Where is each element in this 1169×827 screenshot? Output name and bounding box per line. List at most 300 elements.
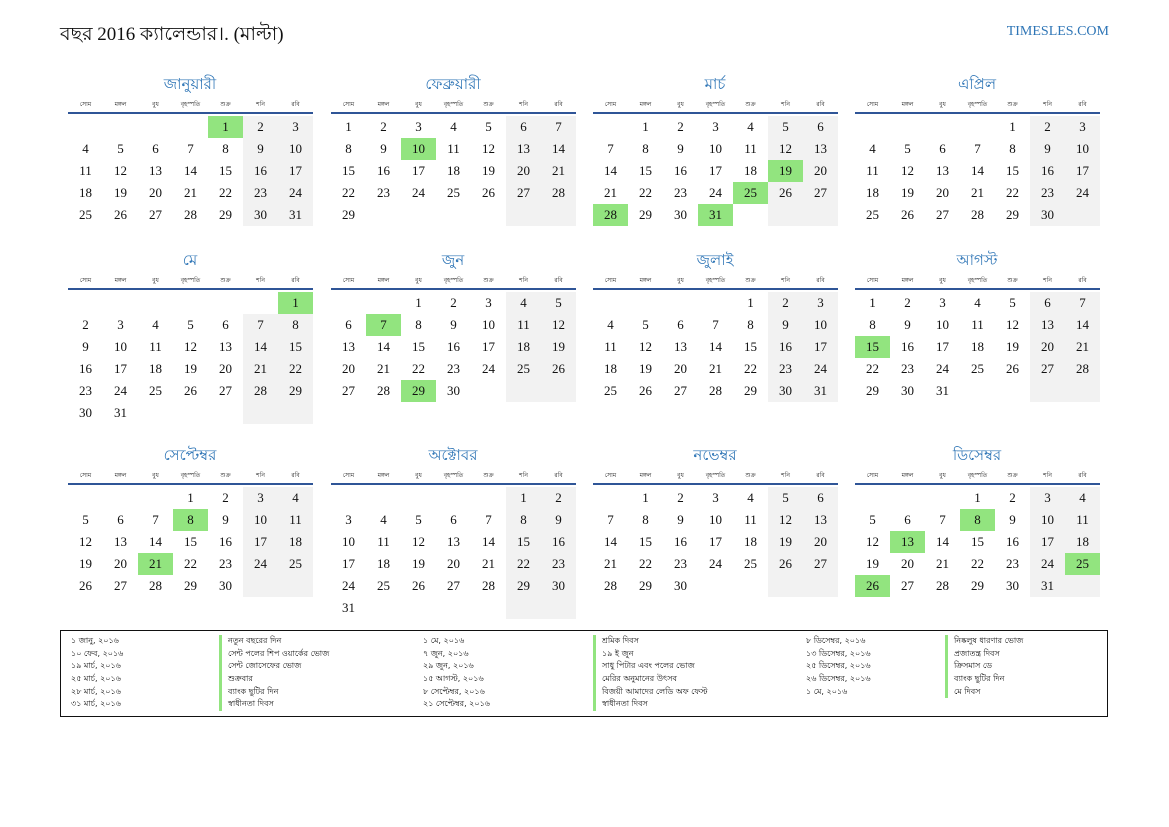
- weekday-label: রবি: [1078, 471, 1087, 479]
- day-cell: 26: [79, 578, 92, 593]
- empty-day-cell: [208, 292, 243, 314]
- day-cell: 25: [1065, 553, 1100, 575]
- day-cell: 26: [184, 383, 197, 398]
- weekday-label: শনি: [256, 471, 265, 479]
- weekday-label: রবি: [554, 276, 563, 284]
- day-cell: 24: [114, 383, 127, 398]
- weekday-label: মঙ্গল: [114, 471, 127, 479]
- weekday-label: সোম: [342, 100, 355, 108]
- day-cell: 22: [639, 185, 652, 200]
- weekday-label: রবি: [554, 471, 563, 479]
- day-cell: 15: [1006, 163, 1019, 178]
- weekday-label: বৃহস্পতি: [443, 276, 464, 284]
- day-cell: 26: [855, 575, 890, 597]
- day-cell: 31: [1030, 575, 1065, 597]
- day-cell: 20: [1030, 336, 1065, 358]
- weekday-label: মঙ্গল: [377, 276, 390, 284]
- day-cell: 1: [1009, 119, 1016, 134]
- day-cell: 9: [768, 314, 803, 336]
- day-cell: 13: [1030, 314, 1065, 336]
- day-cell: 11: [1065, 509, 1100, 531]
- day-cell: 29: [219, 207, 232, 222]
- month-calendar: [330, 250, 576, 402]
- day-cell: 19: [482, 163, 495, 178]
- day-cell: 23: [1030, 182, 1065, 204]
- empty-day-cell: [925, 487, 960, 509]
- weekday-label: সোম: [604, 100, 617, 108]
- weekday-label: শুক্র: [483, 100, 494, 108]
- weekday-label: শনি: [519, 100, 528, 108]
- day-cell: 15: [744, 339, 757, 354]
- day-cell: 4: [380, 512, 387, 527]
- day-cell: 8: [506, 509, 541, 531]
- weekday-label: শনি: [1043, 100, 1052, 108]
- empty-day-cell: [506, 380, 541, 402]
- holiday-name: নতুন বছরের দিন: [219, 635, 329, 648]
- day-cell: 14: [377, 339, 390, 354]
- empty-day-cell: [366, 204, 401, 226]
- day-cell: 26: [1006, 361, 1019, 376]
- day-cell: 9: [1009, 512, 1016, 527]
- day-cell: 9: [1030, 138, 1065, 160]
- day-cell: 14: [1065, 314, 1100, 336]
- day-cell: 5: [1009, 295, 1016, 310]
- weekday-label: শুক্র: [220, 100, 231, 108]
- empty-day-cell: [855, 116, 890, 138]
- day-cell: 21: [243, 358, 278, 380]
- day-cell: 21: [604, 185, 617, 200]
- month-title: আগস্ট: [956, 253, 998, 269]
- day-cell: 3: [712, 490, 719, 505]
- weekday-label: রবি: [1078, 100, 1087, 108]
- holiday-date: ২৫ মার্চ, ২০১৬: [71, 674, 121, 684]
- day-cell: 21: [377, 361, 390, 376]
- day-cell: 8: [869, 317, 876, 332]
- day-cell: 8: [960, 509, 995, 531]
- day-cell: 18: [971, 339, 984, 354]
- day-cell: 24: [342, 578, 355, 593]
- day-cell: 2: [541, 487, 576, 509]
- day-cell: 28: [604, 578, 617, 593]
- day-cell: 17: [482, 339, 495, 354]
- empty-day-cell: [436, 204, 471, 226]
- day-cell: 5: [642, 317, 649, 332]
- weekday-header: [68, 272, 313, 290]
- weekday-label: মঙ্গল: [377, 100, 390, 108]
- month-days: [68, 116, 313, 226]
- day-cell: 2: [1030, 116, 1065, 138]
- day-cell: 5: [541, 292, 576, 314]
- month-calendar: [854, 74, 1100, 226]
- day-cell: 22: [971, 556, 984, 571]
- day-cell: 22: [744, 361, 757, 376]
- day-cell: 12: [184, 339, 197, 354]
- day-cell: 5: [768, 487, 803, 509]
- day-cell: 27: [901, 578, 914, 593]
- day-cell: 12: [79, 534, 92, 549]
- day-cell: 7: [187, 141, 194, 156]
- empty-day-cell: [401, 204, 436, 226]
- day-cell: 16: [1006, 534, 1019, 549]
- day-cell: 20: [447, 556, 460, 571]
- day-cell: 26: [114, 207, 127, 222]
- month-title: মে: [182, 253, 198, 269]
- day-cell: 30: [541, 575, 576, 597]
- weekday-label: শনি: [781, 276, 790, 284]
- day-cell: 1: [869, 295, 876, 310]
- day-cell: 25: [971, 361, 984, 376]
- day-cell: 16: [901, 339, 914, 354]
- day-cell: 20: [506, 160, 541, 182]
- day-cell: 10: [482, 317, 495, 332]
- day-cell: 25: [377, 578, 390, 593]
- day-cell: 27: [219, 383, 232, 398]
- day-cell: 2: [677, 119, 684, 134]
- day-cell: 6: [803, 487, 838, 509]
- month-days: [331, 487, 576, 619]
- empty-day-cell: [506, 204, 541, 226]
- day-cell: 19: [866, 556, 879, 571]
- day-cell: 30: [219, 578, 232, 593]
- day-cell: 23: [541, 553, 576, 575]
- day-cell: 10: [342, 534, 355, 549]
- day-cell: 9: [380, 141, 387, 156]
- holiday-name: শ্রমিক দিবস: [593, 635, 708, 648]
- day-cell: 11: [149, 339, 162, 354]
- day-cell: 10: [709, 141, 722, 156]
- day-cell: 5: [82, 512, 89, 527]
- day-cell: 29: [401, 380, 436, 402]
- weekday-label: মঙ্গল: [901, 100, 914, 108]
- month-title: ডিসেম্বর: [952, 448, 1002, 464]
- weekday-label: রবি: [1078, 276, 1087, 284]
- day-cell: 25: [149, 383, 162, 398]
- holiday-date: ৮ ডিসেম্বর, ২০১৬: [806, 636, 866, 645]
- weekday-label: শুক্র: [745, 471, 756, 479]
- day-cell: 8: [415, 317, 422, 332]
- day-cell: 6: [939, 141, 946, 156]
- holiday-dates-col-3: [806, 635, 871, 698]
- day-cell: 22: [866, 361, 879, 376]
- month-title: নভেম্বর: [693, 448, 737, 464]
- day-cell: 13: [803, 138, 838, 160]
- day-cell: 12: [768, 509, 803, 531]
- day-cell: 3: [117, 317, 124, 332]
- month-days: [855, 292, 1100, 402]
- day-cell: 9: [677, 141, 684, 156]
- holiday-name: সাধু পিটার এবং পলের ভোজ: [593, 660, 708, 673]
- day-cell: 17: [709, 163, 722, 178]
- day-cell: 9: [82, 339, 89, 354]
- day-cell: 7: [1065, 292, 1100, 314]
- day-cell: 6: [117, 512, 124, 527]
- day-cell: 10: [278, 138, 313, 160]
- day-cell: 30: [674, 207, 687, 222]
- day-cell: 27: [506, 182, 541, 204]
- day-cell: 28: [971, 207, 984, 222]
- day-cell: 28: [1065, 358, 1100, 380]
- day-cell: 3: [939, 295, 946, 310]
- day-cell: 22: [342, 185, 355, 200]
- weekday-label: মঙ্গল: [114, 100, 127, 108]
- day-cell: 18: [866, 185, 879, 200]
- day-cell: 20: [674, 361, 687, 376]
- day-cell: 18: [79, 185, 92, 200]
- day-cell: 2: [450, 295, 457, 310]
- day-cell: 31: [342, 600, 355, 615]
- day-cell: 17: [1030, 531, 1065, 553]
- day-cell: 24: [482, 361, 495, 376]
- day-cell: 22: [1006, 185, 1019, 200]
- month-days: [593, 487, 838, 597]
- day-cell: 3: [1065, 116, 1100, 138]
- weekday-label: শনি: [1043, 276, 1052, 284]
- day-cell: 17: [803, 336, 838, 358]
- day-cell: 30: [447, 383, 460, 398]
- empty-day-cell: [925, 116, 960, 138]
- day-cell: 30: [79, 405, 92, 420]
- empty-day-cell: [103, 487, 138, 509]
- day-cell: 26: [639, 383, 652, 398]
- day-cell: 27: [803, 553, 838, 575]
- day-cell: 10: [1030, 509, 1065, 531]
- empty-day-cell: [1065, 380, 1100, 402]
- day-cell: 24: [709, 556, 722, 571]
- weekday-label: মঙ্গল: [639, 471, 652, 479]
- day-cell: 21: [184, 185, 197, 200]
- day-cell: 28: [377, 383, 390, 398]
- month-days: [331, 116, 576, 226]
- empty-day-cell: [436, 597, 471, 619]
- holiday-date: ১৩ ডিসেম্বর, ২০১৬: [806, 648, 871, 658]
- month-calendar: [854, 250, 1100, 402]
- day-cell: 24: [243, 553, 278, 575]
- weekday-label: সোম: [866, 100, 879, 108]
- holiday-date: ৮ সেপ্টেম্বর, ২০১৬: [423, 686, 485, 696]
- day-cell: 18: [506, 336, 541, 358]
- weekday-label: শুক্র: [483, 471, 494, 479]
- day-cell: 10: [803, 314, 838, 336]
- empty-day-cell: [593, 116, 628, 138]
- day-cell: 30: [1030, 204, 1065, 226]
- day-cell: 16: [243, 160, 278, 182]
- day-cell: 1: [208, 116, 243, 138]
- empty-day-cell: [278, 402, 313, 424]
- day-cell: 8: [173, 509, 208, 531]
- day-cell: 22: [639, 556, 652, 571]
- day-cell: 19: [901, 185, 914, 200]
- day-cell: 1: [506, 487, 541, 509]
- day-cell: 19: [184, 361, 197, 376]
- day-cell: 18: [604, 361, 617, 376]
- month-days: [331, 292, 576, 402]
- day-cell: 9: [243, 138, 278, 160]
- holiday-name: সেন্ট জোসেফের ভোজ: [219, 660, 329, 673]
- weekday-label: বুধ: [152, 471, 159, 479]
- holiday-date: ১ মে, ২০১৬: [423, 636, 465, 645]
- weekday-label: বুধ: [677, 276, 684, 284]
- day-cell: 30: [901, 383, 914, 398]
- empty-day-cell: [471, 487, 506, 509]
- empty-day-cell: [890, 487, 925, 509]
- day-cell: 13: [149, 163, 162, 178]
- holiday-name: শুক্রবার: [219, 673, 329, 686]
- month-days: [593, 116, 838, 226]
- day-cell: 11: [506, 314, 541, 336]
- month-calendar: [854, 445, 1100, 597]
- month-days: [855, 487, 1100, 597]
- day-cell: 6: [904, 512, 911, 527]
- day-cell: 12: [1006, 317, 1019, 332]
- day-cell: 14: [541, 138, 576, 160]
- day-cell: 6: [506, 116, 541, 138]
- day-cell: 29: [184, 578, 197, 593]
- month-calendar: [67, 250, 313, 424]
- weekday-label: শুক্র: [220, 471, 231, 479]
- empty-day-cell: [506, 597, 541, 619]
- month-days: [68, 292, 313, 424]
- empty-day-cell: [1065, 204, 1100, 226]
- month-days: [855, 116, 1100, 226]
- day-cell: 29: [278, 380, 313, 402]
- weekday-label: শুক্র: [1007, 100, 1018, 108]
- day-cell: 16: [768, 336, 803, 358]
- holiday-dates-col-1: [71, 635, 123, 711]
- day-cell: 25: [744, 556, 757, 571]
- holiday-names-col-2: [593, 635, 708, 711]
- day-cell: 17: [709, 534, 722, 549]
- day-cell: 26: [768, 182, 803, 204]
- weekday-label: বুধ: [415, 100, 422, 108]
- empty-day-cell: [541, 380, 576, 402]
- empty-day-cell: [1030, 380, 1065, 402]
- day-cell: 13: [674, 339, 687, 354]
- day-cell: 10: [243, 509, 278, 531]
- empty-day-cell: [593, 292, 628, 314]
- day-cell: 17: [342, 556, 355, 571]
- day-cell: 11: [971, 317, 984, 332]
- weekday-label: রবি: [816, 100, 825, 108]
- day-cell: 2: [904, 295, 911, 310]
- empty-day-cell: [68, 116, 103, 138]
- day-cell: 27: [447, 578, 460, 593]
- day-cell: 24: [936, 361, 949, 376]
- day-cell: 11: [79, 163, 92, 178]
- day-cell: 18: [377, 556, 390, 571]
- weekday-label: শুক্র: [745, 276, 756, 284]
- day-cell: 19: [768, 160, 803, 182]
- weekday-label: মঙ্গল: [377, 471, 390, 479]
- day-cell: 7: [712, 317, 719, 332]
- day-cell: 19: [541, 336, 576, 358]
- empty-day-cell: [173, 402, 208, 424]
- day-cell: 27: [114, 578, 127, 593]
- weekday-header: [593, 96, 838, 114]
- day-cell: 21: [541, 160, 576, 182]
- day-cell: 7: [243, 314, 278, 336]
- day-cell: 16: [674, 163, 687, 178]
- site-link[interactable]: TIMESLES.COM: [1006, 24, 1109, 39]
- day-cell: 21: [709, 361, 722, 376]
- day-cell: 16: [447, 339, 460, 354]
- weekday-label: বৃহস্পতি: [705, 100, 726, 108]
- holiday-name: স্বাধীনতা দিবস: [593, 698, 708, 711]
- day-cell: 4: [152, 317, 159, 332]
- holiday-name: নিষ্কলুষ ধারণার ভোজ: [945, 635, 1023, 648]
- day-cell: 19: [412, 556, 425, 571]
- weekday-label: বৃহস্পতি: [967, 471, 988, 479]
- day-cell: 7: [541, 116, 576, 138]
- day-cell: 7: [607, 141, 614, 156]
- day-cell: 9: [222, 512, 229, 527]
- empty-day-cell: [698, 292, 733, 314]
- empty-day-cell: [401, 487, 436, 509]
- day-cell: 5: [768, 116, 803, 138]
- day-cell: 18: [447, 163, 460, 178]
- day-cell: 13: [890, 531, 925, 553]
- day-cell: 11: [604, 339, 617, 354]
- day-cell: 23: [377, 185, 390, 200]
- day-cell: 29: [342, 207, 355, 222]
- day-cell: 25: [866, 207, 879, 222]
- day-cell: 16: [541, 531, 576, 553]
- weekday-header: [593, 467, 838, 485]
- weekday-label: রবি: [816, 471, 825, 479]
- holiday-dates-col-2: [423, 635, 490, 711]
- empty-day-cell: [1065, 575, 1100, 597]
- weekday-label: বৃহস্পতি: [180, 471, 201, 479]
- day-cell: 5: [187, 317, 194, 332]
- day-cell: 20: [803, 531, 838, 553]
- day-cell: 17: [114, 361, 127, 376]
- day-cell: 8: [642, 141, 649, 156]
- weekday-header: [331, 272, 576, 290]
- weekday-label: বুধ: [939, 100, 946, 108]
- weekday-label: মঙ্গল: [114, 276, 127, 284]
- day-cell: 13: [803, 509, 838, 531]
- day-cell: 1: [278, 292, 313, 314]
- day-cell: 3: [485, 295, 492, 310]
- weekday-label: সোম: [79, 471, 92, 479]
- day-cell: 26: [412, 578, 425, 593]
- day-cell: 13: [447, 534, 460, 549]
- day-cell: 18: [744, 163, 757, 178]
- month-calendar: [330, 445, 576, 619]
- page-title: বছর 2016 ক্যালেন্ডার।. (মাল্টা): [60, 24, 284, 45]
- empty-day-cell: [208, 402, 243, 424]
- day-cell: 15: [639, 163, 652, 178]
- month-title: জুলাই: [696, 253, 734, 269]
- day-cell: 12: [412, 534, 425, 549]
- empty-day-cell: [173, 292, 208, 314]
- day-cell: 5: [485, 119, 492, 134]
- day-cell: 6: [450, 512, 457, 527]
- holiday-list: [60, 630, 1108, 717]
- day-cell: 10: [709, 512, 722, 527]
- holiday-names-col-3: [945, 635, 1023, 698]
- day-cell: 12: [866, 534, 879, 549]
- holiday-date: ২৮ মার্চ, ২০১৬: [71, 686, 121, 696]
- day-cell: 26: [541, 358, 576, 380]
- day-cell: 30: [1006, 578, 1019, 593]
- day-cell: 10: [1065, 138, 1100, 160]
- day-cell: 1: [415, 295, 422, 310]
- month-title: জানুয়ারী: [163, 77, 217, 93]
- weekday-label: রবি: [291, 100, 300, 108]
- day-cell: 13: [506, 138, 541, 160]
- month-days: [593, 292, 838, 402]
- month-title: সেপ্টেম্বর: [163, 448, 217, 464]
